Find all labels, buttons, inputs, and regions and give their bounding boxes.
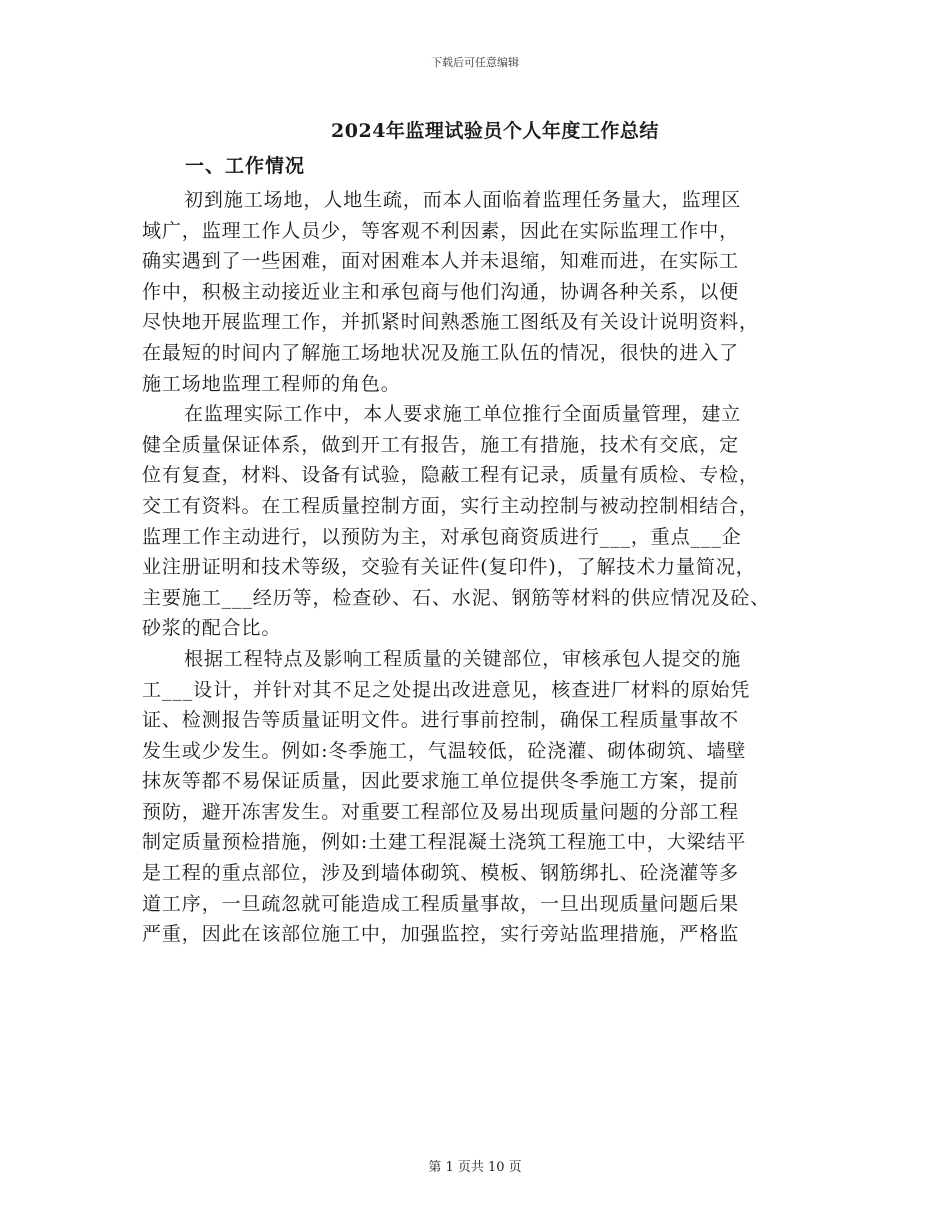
header-note: 下载后可任意编辑 xyxy=(431,56,519,69)
paragraph-line: 制定质量预检措施，例如:土建工程混凝土浇筑工程施工中，大梁结平 xyxy=(142,831,747,854)
section-heading: 一、工作情况 xyxy=(185,155,306,177)
paragraph-line: 健全质量保证体系，做到开工有报告，施工有措施，技术有交底，定 xyxy=(142,433,740,456)
paragraph-line: 工___设计，并针对其不足之处提出改进意见，核查进厂材料的原始凭 xyxy=(142,678,751,701)
paragraph-line: 交工有资料。在工程质量控制方面，实行主动控制与被动控制相结合， xyxy=(142,494,759,517)
paragraph-line: 尽快地开展监理工作，并抓紧时间熟悉施工图纸及有关设计说明资料， xyxy=(142,311,759,334)
paragraph-line: 道工序，一旦疏忽就可能造成工程质量事故，一旦出现质量问题后果 xyxy=(142,892,740,915)
paragraph-line: 是工程的重点部位，涉及到墙体砌筑、模板、钢筋绑扎、砼浇灌等多 xyxy=(142,862,740,885)
paragraph-line: 根据工程特点及影响工程质量的关键部位，审核承包人提交的施 xyxy=(184,647,742,670)
paragraph-line: 位有复查，材料、设备有试验，隐蔽工程有记录，质量有质检、专检， xyxy=(142,464,759,487)
document-title: 2024年监理试验员个人年度工作总结 xyxy=(331,120,659,142)
page-footer: 第 1 页共 10 页 xyxy=(428,1160,522,1175)
paragraph-line: 在监理实际工作中，本人要求施工单位推行全面质量管理，建立 xyxy=(184,403,742,426)
paragraph-line: 抹灰等都不易保证质量，因此要求施工单位提供冬季施工方案，提前 xyxy=(142,770,740,793)
paragraph-line: 在最短的时间内了解施工场地状况及施工队伍的情况，很快的进入了 xyxy=(142,341,740,364)
paragraph-line: 业注册证明和技术等级，交验有关证件(复印件)，了解技术力量简况， xyxy=(142,556,756,579)
paragraph-line: 发生或少发生。例如:冬季施工，气温较低，砼浇灌、砌体砌筑、墙壁 xyxy=(142,739,747,762)
paragraph-line: 域广，监理工作人员少，等客观不利因素，因此在实际监理工作中， xyxy=(142,219,740,242)
paragraph-line: 初到施工场地，人地生疏，而本人面临着监理任务量大，监理区 xyxy=(184,189,742,211)
paragraph-line: 主要施工___经历等，检查砂、石、水泥、钢筋等材料的供应情况及砼、 xyxy=(142,586,771,609)
paragraph-line: 证、检测报告等质量证明文件。进行事前控制，确保工程质量事故不 xyxy=(142,709,740,732)
body-text xyxy=(142,185,822,950)
paragraph-line: 作中，积极主动接近业主和承包商与他们沟通，协调各种关系，以便 xyxy=(142,280,740,303)
paragraph-line: 预防，避开冻害发生。对重要工程部位及易出现质量问题的分部工程 xyxy=(142,800,740,823)
paragraph-line: 施工场地监理工程师的角色。 xyxy=(142,372,401,395)
paragraph-line: 确实遇到了一些困难，面对困难本人并未退缩，知难而进，在实际工 xyxy=(142,250,740,273)
paragraph-line: 监理工作主动进行，以预防为主，对承包商资质进行___，重点___企 xyxy=(142,525,742,548)
paragraph-line: 砂浆的配合比。 xyxy=(142,617,282,640)
paragraph-line: 严重，因此在该部位施工中，加强监控，实行旁站监理措施，严格监 xyxy=(142,923,740,946)
